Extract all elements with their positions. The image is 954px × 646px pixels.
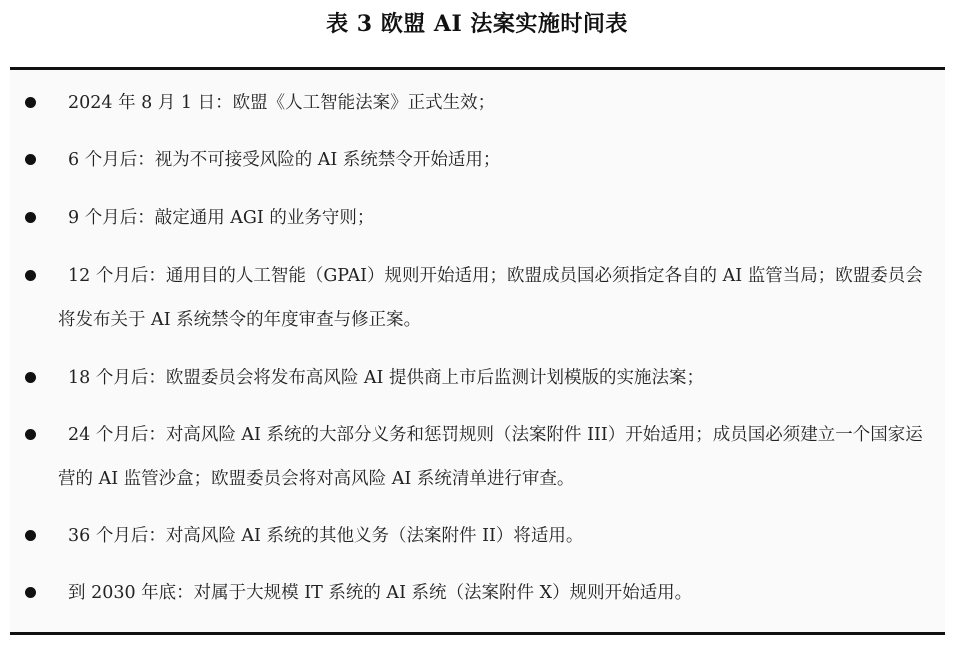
list-item-text: 6 个月后：视为不可接受风险的 AI 系统禁令开始适用； <box>68 150 501 170</box>
bullet-icon <box>25 270 36 281</box>
timeline-list <box>10 70 945 632</box>
list-item-text: 12 个月后：通用目的人工智能（GPAI）规则开始适用；欧盟成员国必须指定各自的 AI 监管当局；欧盟委员会将发布关于 AI 系统禁令的年度审查与修正案。 <box>58 266 923 330</box>
bottom-rule <box>10 632 945 635</box>
list-item-text: 2024 年 8 月 1 日：欧盟《人工智能法案》正式生效； <box>68 93 496 113</box>
list-item-text: 到 2030 年底：对属于大规模 IT 系统的 AI 系统（法案附件 X）规则开始适用。 <box>68 583 693 603</box>
bullet-icon <box>25 587 36 598</box>
bullet-icon <box>25 97 36 108</box>
bullet-icon <box>25 530 36 541</box>
bullet-icon <box>25 154 36 165</box>
list-item-text: 18 个月后：欧盟委员会将发布高风险 AI 提供商上市后监测计划模版的实施法案； <box>68 368 705 388</box>
bullet-icon <box>25 212 36 223</box>
bullet-icon <box>25 372 36 383</box>
list-item-text: 36 个月后：对高风险 AI 系统的其他义务（法案附件 II）将适用。 <box>68 526 584 546</box>
list-item-text: 24 个月后：对高风险 AI 系统的大部分义务和惩罚规则（法案附件 III）开始适用；成员国必须建立一个国家运营的 AI 监管沙盒；欧盟委员会将对高风险 AI 系统清单进行审查。 <box>58 425 923 489</box>
table-title: 表 3 欧盟 AI 法案实施时间表 <box>326 11 628 37</box>
list-item-text: 9 个月后：敲定通用 AGI 的业务守则； <box>68 208 375 228</box>
bullet-icon <box>25 429 36 440</box>
